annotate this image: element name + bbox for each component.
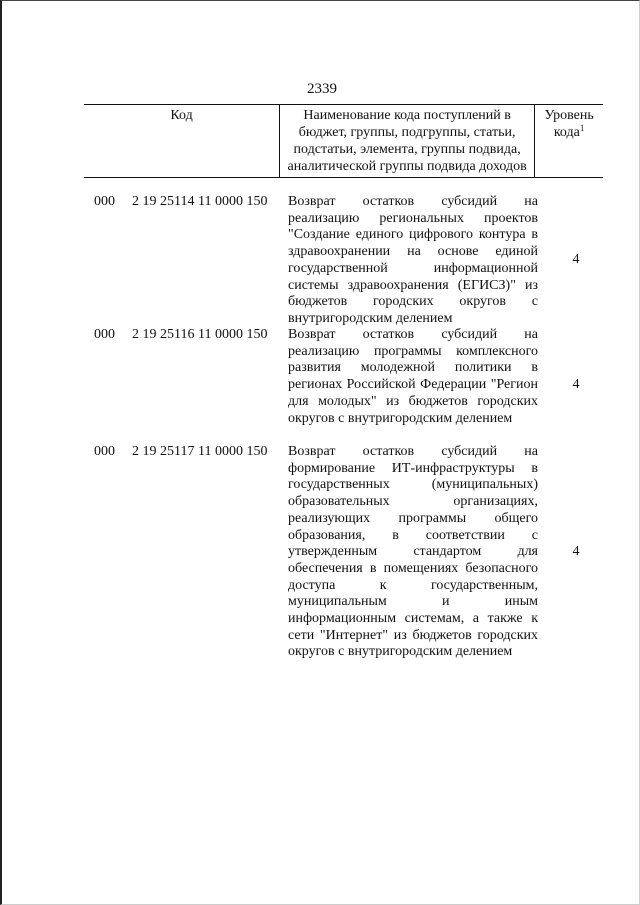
- row-name: Возврат остатков субсидий на реализацию региональных проектов "Создание единого цифрового контура в здравоохранении на основе единой государственной информационной системы здравоохранения (ЕГИСЗ)" из бюджетов городских округов с внутригородским делением: [288, 194, 538, 326]
- row-code: 2 19 25117 11 0000 150: [132, 444, 268, 459]
- row-admin-code: 000: [94, 444, 115, 459]
- header-level-footnote: 1: [579, 123, 585, 133]
- row-code: 2 19 25114 11 0000 150: [132, 194, 268, 209]
- row-admin-code: 000: [94, 327, 115, 342]
- row-name: Возврат остатков субсидий на формирование ИТ-инфраструктуры в государственных (муниципальных) образовательных организациях, реализующих программы общего образования, в соответствии с утвержденным стандартом для обеспечения в помещениях безопасного доступа к государственным, муниципальным и иным информационным системам, а также к сети "Интернет" из бюджетов городских округов с внутригородским делением: [288, 444, 538, 660]
- row-admin-code: 000: [94, 194, 115, 209]
- row-level: 4: [572, 544, 580, 559]
- row-name: Возврат остатков субсидий на реализацию программы комплексного развития молодежной политики в регионах Российской Федерации "Регион для молодых" из бюджетов городских округов с внутригородским делением: [288, 327, 538, 426]
- header-code: Код: [84, 105, 280, 178]
- row-level: 4: [572, 252, 580, 267]
- header-level-label: Уровень кода: [544, 108, 594, 140]
- row-code: 2 19 25116 11 0000 150: [132, 327, 268, 342]
- table-header: [84, 104, 603, 178]
- row-level: 4: [572, 377, 580, 392]
- page-number: 2339: [307, 81, 337, 97]
- header-name: Наименование кода поступлений в бюджет, группы, подгруппы, статьи, подстатьи, элемента, группы подвида, аналитической группы подвида доходов: [280, 105, 535, 178]
- header-level: [535, 105, 603, 178]
